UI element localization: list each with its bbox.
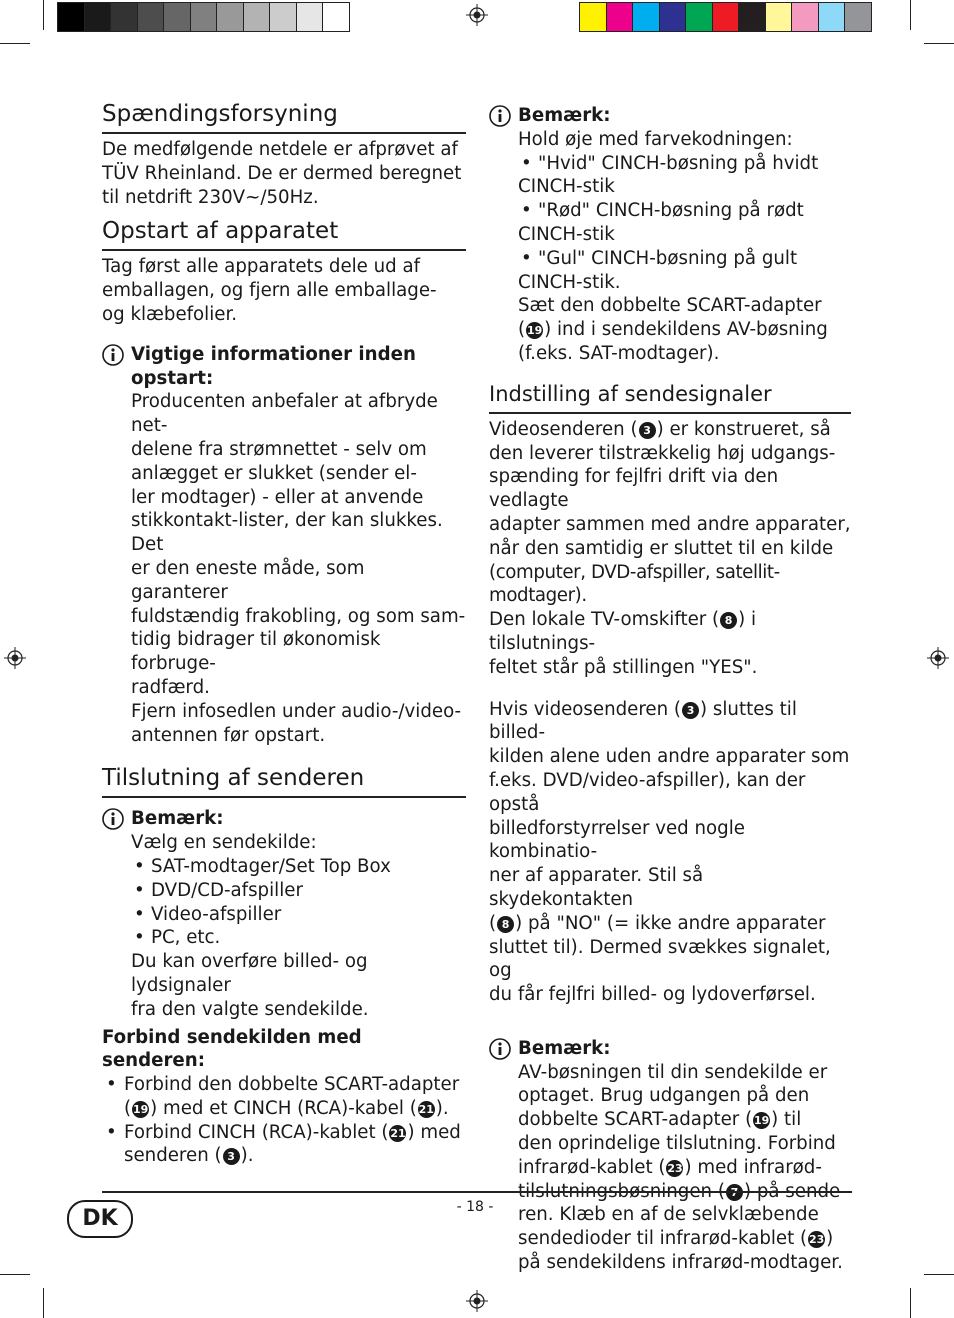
text-line: (f.eks. SAT-modtager). <box>518 342 720 364</box>
info-icon <box>489 105 511 127</box>
part-number-badge: 3 <box>682 702 699 719</box>
text-line: ner af apparater. Stil så skydekontakten <box>489 865 704 910</box>
color-swatch <box>713 3 740 31</box>
text-line: radfærd. <box>131 676 210 698</box>
color-swatch <box>217 3 244 31</box>
text-span: ). <box>435 1097 449 1119</box>
list-item <box>102 1121 466 1169</box>
text-line: ler modtager) - eller at anvende <box>131 486 424 508</box>
paragraph <box>489 698 851 1007</box>
text-line: og klæbefolier. <box>102 303 238 325</box>
list-item: • "Hvid" CINCH-bøsning på hvidt <box>518 152 851 176</box>
registration-mark-icon <box>4 647 26 669</box>
text-line: TÜV Rheinland. De er dermed beregnet <box>102 162 462 184</box>
text-span: ) med <box>407 1121 461 1143</box>
crop-mark <box>924 1274 954 1275</box>
text-span: ) med infrarød- <box>684 1156 822 1178</box>
text-span: tilslutningsbøsningen ( <box>518 1180 725 1202</box>
part-number-badge: 8 <box>497 916 514 933</box>
text-line: Hold øje med farvekodningen: <box>518 128 793 150</box>
part-number-badge: 7 <box>726 1184 743 1201</box>
paragraph <box>102 138 466 209</box>
paragraph <box>489 418 851 680</box>
color-swatch <box>58 3 85 31</box>
text-line <box>489 608 851 656</box>
text-span: ) på "NO" (= ikke andre apparater <box>515 912 826 934</box>
text-span: ) er konstrueret, så <box>656 418 831 440</box>
color-swatch <box>191 3 218 31</box>
footer-divider <box>102 1191 852 1193</box>
text-span: ) i tilslutnings- <box>489 609 757 654</box>
text-line: (computer, DVD-afspiller, satellit-modtager). <box>489 561 780 607</box>
text-line: delene fra strømnettet - selv om <box>131 438 427 460</box>
text-span: Forbind CINCH (RCA)-kablet ( <box>124 1121 389 1143</box>
text-line: antennen før opstart. <box>131 724 326 746</box>
text-span: ) med et CINCH (RCA)-kabel ( <box>150 1097 417 1119</box>
color-swatch <box>580 3 607 31</box>
text-span: Videosenderen ( <box>489 418 638 440</box>
part-number-badge: 23 <box>808 1233 825 1247</box>
text-line: anlægget er slukket (sender el- <box>131 462 417 484</box>
list-item: • PC, etc. <box>131 926 466 950</box>
crop-mark <box>0 43 30 44</box>
crop-mark <box>910 1288 911 1318</box>
text-line: Producenten anbefaler at afbryde net- <box>131 391 438 437</box>
note-title: opstart: <box>131 367 214 389</box>
text-span: dobbelte SCART-adapter ( <box>518 1109 753 1131</box>
text-span: Hvis videosenderen ( <box>489 698 682 720</box>
info-icon <box>102 344 124 366</box>
language-badge: DK <box>67 1200 133 1238</box>
registration-mark-icon <box>927 647 949 669</box>
color-swatch <box>164 3 191 31</box>
part-number-badge: 3 <box>223 1148 240 1165</box>
color-swatch <box>297 3 324 31</box>
text-line: på sendekildens infrarød-modtager. <box>518 1252 843 1274</box>
note-title: Bemærk: <box>131 808 224 830</box>
text-span: ) ind i sendekildens AV-bøsning <box>544 319 828 341</box>
text-line: optaget. Brug udgangen på den <box>518 1085 810 1107</box>
color-swatch <box>766 3 793 31</box>
text-line: ( 19 ) med et CINCH (RCA)-kabel ( 21 ). <box>124 1097 449 1119</box>
text-line: Vælg en sendekilde: <box>131 832 317 854</box>
part-number-badge: 8 <box>720 612 737 629</box>
part-number-badge: 21 <box>418 1102 434 1116</box>
crop-mark <box>43 1288 44 1318</box>
text-line: er den eneste måde, som garanterer <box>131 557 365 603</box>
color-calibration-swatches <box>579 2 872 32</box>
text-line: ( 19 ) ind i sendekildens AV-bøsning <box>518 319 828 341</box>
text-line: Sæt den dobbelte SCART-adapter <box>518 295 822 317</box>
color-swatch <box>85 3 112 31</box>
text-line: tidig bidrager til økonomisk forbruge- <box>131 629 381 675</box>
text-line: Fjern infosedlen under audio-/video- <box>131 700 462 722</box>
part-number-badge: 19 <box>526 324 543 338</box>
text-line: billedforstyrrelser ved nogle kombinatio- <box>489 817 745 863</box>
text-line <box>124 1144 466 1168</box>
text-line <box>124 1121 466 1145</box>
text-line: De medfølgende netdele er afprøvet af <box>102 139 458 160</box>
text-line: du får fejlfri billed- og lydoverførsel. <box>489 984 816 1006</box>
text-span: infrarød-kablet ( <box>518 1156 666 1178</box>
note-title: Bemærk: <box>518 105 611 126</box>
color-swatch <box>845 3 871 31</box>
part-number-badge: 23 <box>667 1161 683 1175</box>
text-line: feltet står på stillingen "YES". <box>489 656 758 678</box>
crop-mark <box>0 1274 30 1275</box>
section-heading: Indstilling af sendesignaler <box>489 380 851 414</box>
info-note <box>489 1037 851 1275</box>
color-swatch <box>819 3 846 31</box>
text-line: • Forbind den dobbelte SCART-adapter <box>124 1074 460 1096</box>
color-swatch <box>244 3 271 31</box>
text-line: CINCH-stik. <box>518 271 621 293</box>
gray-calibration-swatches <box>57 2 350 32</box>
info-icon <box>102 808 124 830</box>
color-swatch <box>686 3 713 31</box>
text-line: emballagen, og fjern alle emballage- <box>102 280 437 302</box>
text-span: ) <box>826 1228 834 1250</box>
text-line <box>518 1108 851 1132</box>
text-line: sluttet til). Dermed svækkes signalet, og <box>489 936 831 982</box>
text-line: den oprindelige tilslutning. Forbind <box>518 1133 836 1155</box>
section-heading: Spændingsforsyning <box>102 100 466 134</box>
text-span: ). <box>240 1145 254 1167</box>
text-span: senderen ( <box>124 1145 222 1167</box>
subheading: Forbind sendekilden med senderen: <box>102 1026 362 1072</box>
color-swatch <box>633 3 660 31</box>
color-swatch <box>792 3 819 31</box>
text-line: AV-bøsningen til din sendekilde er <box>518 1061 828 1083</box>
paragraph <box>102 255 466 326</box>
text-line: kilden alene uden andre apparater som <box>489 746 850 768</box>
crop-mark <box>43 0 44 30</box>
text-line: adapter sammen med andre apparater, <box>489 513 851 535</box>
color-swatch <box>739 3 766 31</box>
registration-mark-icon <box>466 1290 488 1312</box>
page-number: - 18 - <box>456 1199 494 1215</box>
text-line: ( 8 ) på "NO" (= ikke andre apparater <box>489 912 826 934</box>
section-heading: Opstart af apparatet <box>102 217 466 251</box>
text-line <box>489 698 851 746</box>
list-item: • DVD/CD-afspiller <box>131 879 466 903</box>
part-number-badge: 21 <box>390 1126 406 1140</box>
list-item: • "Gul" CINCH-bøsning på gult <box>518 247 851 271</box>
text-line: fuldstændig frakobling, og som sam- <box>131 605 466 627</box>
text-line <box>489 418 851 442</box>
color-swatch <box>323 3 349 31</box>
color-swatch <box>607 3 634 31</box>
text-span: ) sluttes til billed- <box>489 698 797 744</box>
text-line: spænding for fejlfri drift via den vedlagte <box>489 466 779 512</box>
text-line: Du kan overføre billed- og lydsignaler <box>131 951 368 996</box>
part-number-badge: 19 <box>754 1114 770 1128</box>
info-icon <box>489 1038 511 1060</box>
color-swatch <box>270 3 297 31</box>
crop-mark <box>910 0 911 30</box>
text-line: fra den valgte sendekilde. <box>131 998 369 1020</box>
right-column <box>489 104 851 1275</box>
text-span: ) på sende- <box>743 1180 847 1202</box>
color-swatch <box>111 3 138 31</box>
note-title: Vigtige informationer inden <box>131 343 416 365</box>
text-line: Tag først alle apparatets dele ud af <box>102 256 421 278</box>
part-number-badge: 19 <box>132 1102 149 1116</box>
left-column <box>102 100 466 1168</box>
text-line: CINCH-stik <box>518 176 615 198</box>
list-item: • SAT-modtager/Set Top Box <box>131 855 466 879</box>
text-line: stikkontakt-lister, der kan slukkes. Det <box>131 510 443 556</box>
text-span: Den lokale TV-omskifter ( <box>489 609 720 631</box>
color-swatch <box>138 3 165 31</box>
text-line: ren. Klæb en af de selvklæbende <box>518 1204 819 1226</box>
text-span: sendedioder til infrarød-kablet ( <box>518 1228 808 1250</box>
text-line: til netdrift 230V~/50Hz. <box>102 186 319 208</box>
text-line: når den samtidig er sluttet til en kilde <box>489 537 834 559</box>
info-note <box>102 343 466 748</box>
note-title: Bemærk: <box>518 1037 611 1059</box>
color-swatch <box>660 3 687 31</box>
text-line <box>518 1227 851 1251</box>
registration-mark-icon <box>466 4 488 26</box>
section-heading: Tilslutning af senderen <box>102 764 466 798</box>
text-line: f.eks. DVD/video-afspiller), kan der opstå <box>489 769 806 815</box>
list-item: • "Rød" CINCH-bøsning på rødt <box>518 199 851 223</box>
info-note <box>102 807 466 1021</box>
text-line: den leverer tilstrækkelig høj udgangs- <box>489 442 836 464</box>
list-item <box>102 1073 466 1121</box>
part-number-badge: 3 <box>639 422 656 439</box>
list-item: • Video-afspiller <box>131 903 466 927</box>
text-span: ) til <box>771 1109 802 1131</box>
text-line <box>518 1156 851 1180</box>
info-note <box>489 104 851 366</box>
text-line: CINCH-stik <box>518 223 615 245</box>
crop-mark <box>924 43 954 44</box>
